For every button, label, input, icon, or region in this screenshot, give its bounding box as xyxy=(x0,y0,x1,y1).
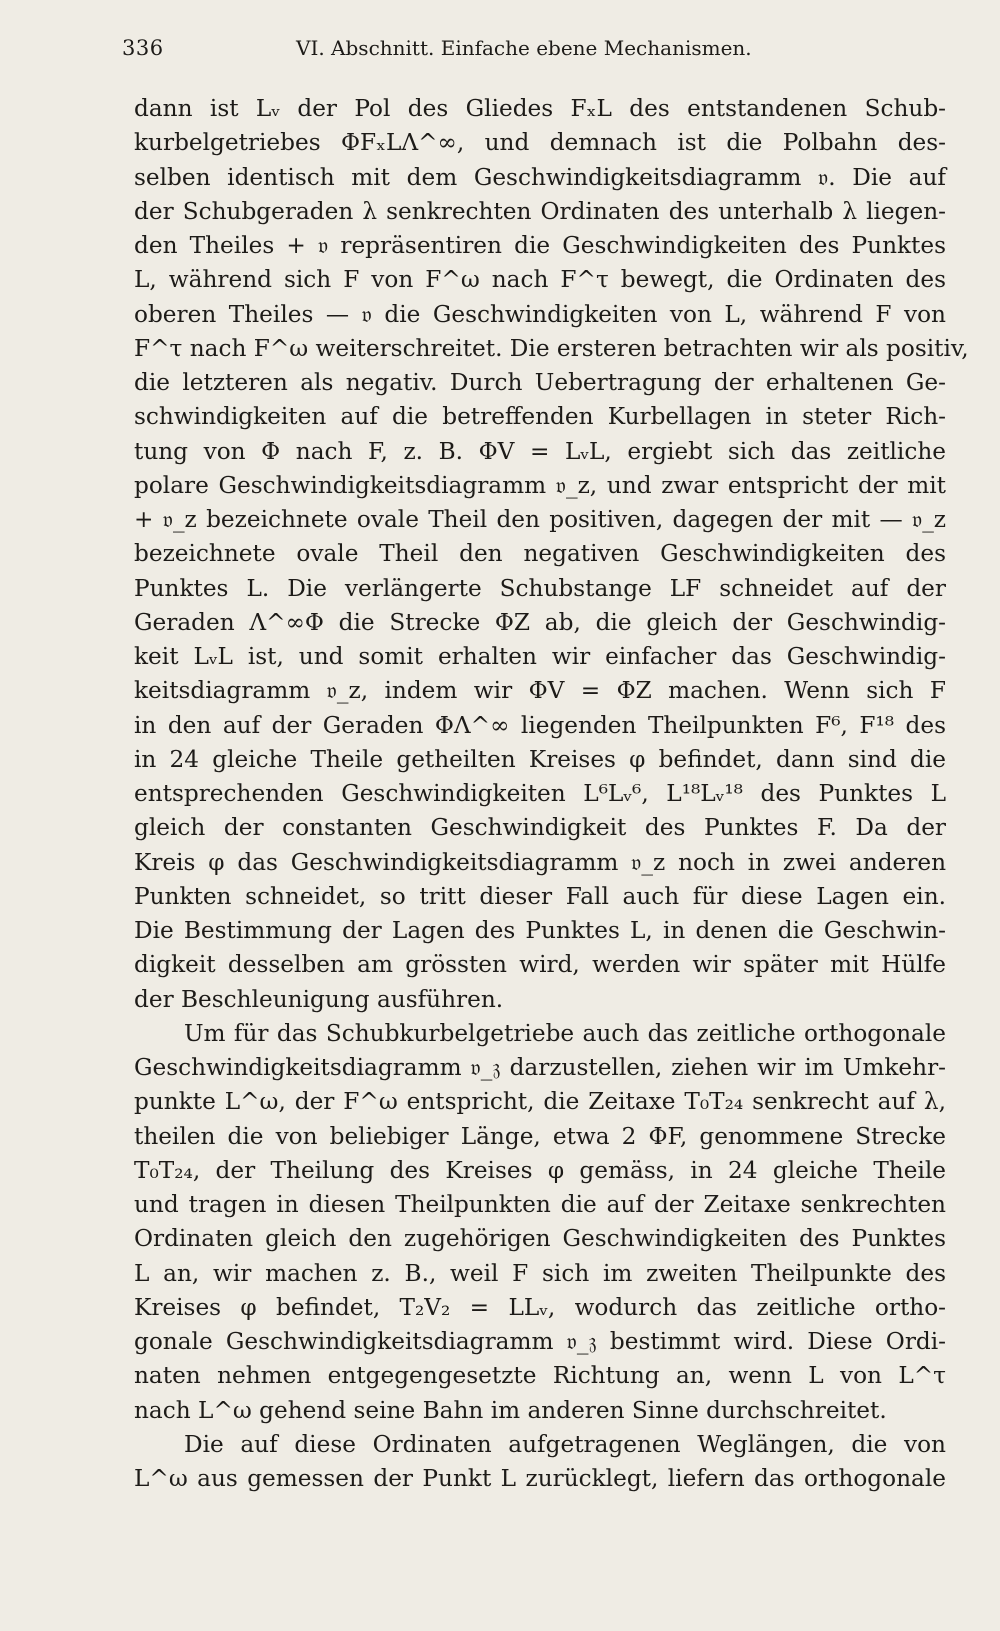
text-line: theilen die von beliebiger Länge, etwa 2 ΦF, genommene Strecke xyxy=(134,1122,946,1150)
text-line: Ordinaten gleich den zugehörigen Geschwindigkeiten des Punktes xyxy=(134,1225,946,1253)
page-number: 336 xyxy=(122,36,164,60)
text-line: gonale Geschwindigkeitsdiagramm 𝔳_𝔷 bestimmt wird. Diese Ordi- xyxy=(134,1328,946,1355)
text-line: der Schubgeraden λ senkrechten Ordinaten des unterhalb λ liegen- xyxy=(134,197,946,225)
text-line: Kreises φ befindet, T₂V₂ = LLᵥ, wodurch das zeitliche ortho- xyxy=(134,1293,946,1321)
text-line: der Beschleunigung ausführen. xyxy=(134,985,504,1013)
text-line: Die Bestimmung der Lagen des Punktes L, in denen die Geschwin- xyxy=(134,917,946,944)
text-line: naten nehmen entgegengesetzte Richtung an, wenn L von L^τ xyxy=(134,1362,946,1390)
text-line: entsprechenden Geschwindigkeiten L⁶Lᵥ⁶, L¹⁸Lᵥ¹⁸ des Punktes L xyxy=(134,780,946,807)
text-line: F^τ nach F^ω weiterschreitet. Die ersteren betrachten wir als positiv, xyxy=(134,334,969,362)
text-line: und tragen in diesen Theilpunkten die auf der Zeitaxe senkrechten xyxy=(134,1191,946,1218)
text-line: Geraden Λ^∞Φ die Strecke ΦZ ab, die gleich der Geschwindig- xyxy=(134,608,946,636)
text-line: L an, wir machen z. B., weil F sich im zweiten Theilpunkte des xyxy=(134,1259,946,1287)
text-line: T₀T₂₄, der Theilung des Kreises φ gemäss, in 24 gleiche Theile xyxy=(134,1156,946,1184)
body-text xyxy=(134,92,969,1496)
text-line: L, während sich F von F^ω nach F^τ bewegt, die Ordinaten des xyxy=(134,266,946,294)
text-line: Geschwindigkeitsdiagramm 𝔳_𝔷 darzustellen, ziehen wir im Umkehr- xyxy=(134,1054,946,1081)
text-line: + 𝔳_z bezeichnete ovale Theil den positiven, dagegen der mit — 𝔳_z xyxy=(134,506,946,533)
text-line: selben identisch mit dem Geschwindigkeitsdiagramm 𝔳. Die auf xyxy=(134,163,946,191)
text-line: Punktes L. Die verlängerte Schubstange LF schneidet auf der xyxy=(134,574,946,602)
text-line: bezeichnete ovale Theil den negativen Geschwindigkeiten des xyxy=(134,540,946,568)
running-head: VI. Abschnitt. Einfache ebene Mechanismen. xyxy=(296,36,752,60)
text-line: Die auf diese Ordinaten aufgetragenen Weglängen, die von xyxy=(184,1430,946,1458)
text-line: L^ω aus gemessen der Punkt L zurücklegt, liefern das orthogonale xyxy=(134,1465,946,1492)
text-line: Um für das Schubkurbelgetriebe auch das zeitliche orthogonale xyxy=(184,1019,946,1047)
text-line: polare Geschwindigkeitsdiagramm 𝔳_z, und zwar entspricht der mit xyxy=(134,471,946,499)
text-line: die letzteren als negativ. Durch Uebertragung der erhaltenen Ge- xyxy=(134,369,946,396)
page-header xyxy=(120,36,940,70)
text-line: nach L^ω gehend seine Bahn im anderen Sinne durchschreitet. xyxy=(134,1396,887,1424)
text-line: kurbelgetriebes ΦFₓLΛ^∞, und demnach ist die Polbahn des- xyxy=(134,129,946,157)
text-line: keit LᵥL ist, und somit erhalten wir einfacher das Geschwindig- xyxy=(134,643,946,670)
text-line: digkeit desselben am grössten wird, werden wir später mit Hülfe xyxy=(134,951,946,979)
text-line: Kreis φ das Geschwindigkeitsdiagramm 𝔳_z noch in zwei anderen xyxy=(134,848,946,876)
text-line: den Theiles + 𝔳 repräsentiren die Geschwindigkeiten des Punktes xyxy=(134,232,946,259)
text-line: Punkten schneidet, so tritt dieser Fall auch für diese Lagen ein. xyxy=(134,882,946,910)
text-line: oberen Theiles — 𝔳 die Geschwindigkeiten von L, während F von xyxy=(134,300,946,328)
text-line: tung von Φ nach F, z. B. ΦV = LᵥL, ergiebt sich das zeitliche xyxy=(134,437,946,465)
text-line: punkte L^ω, der F^ω entspricht, die Zeitaxe T₀T₂₄ senkrecht auf λ, xyxy=(134,1088,946,1116)
text-line: keitsdiagramm 𝔳_z, indem wir ΦV = ΦZ machen. Wenn sich F xyxy=(134,677,946,705)
text-line: gleich der constanten Geschwindigkeit des Punktes F. Da der xyxy=(134,814,946,842)
text-line: in den auf der Geraden ΦΛ^∞ liegenden Theilpunkten F⁶, F¹⁸ des xyxy=(134,711,946,739)
text-line: in 24 gleiche Theile getheilten Kreises φ befindet, dann sind die xyxy=(134,745,946,773)
text-line: dann ist Lᵥ der Pol des Gliedes FₓL des entstandenen Schub- xyxy=(134,95,946,122)
text-line: schwindigkeiten auf die betreffenden Kurbellagen in steter Rich- xyxy=(134,403,946,431)
